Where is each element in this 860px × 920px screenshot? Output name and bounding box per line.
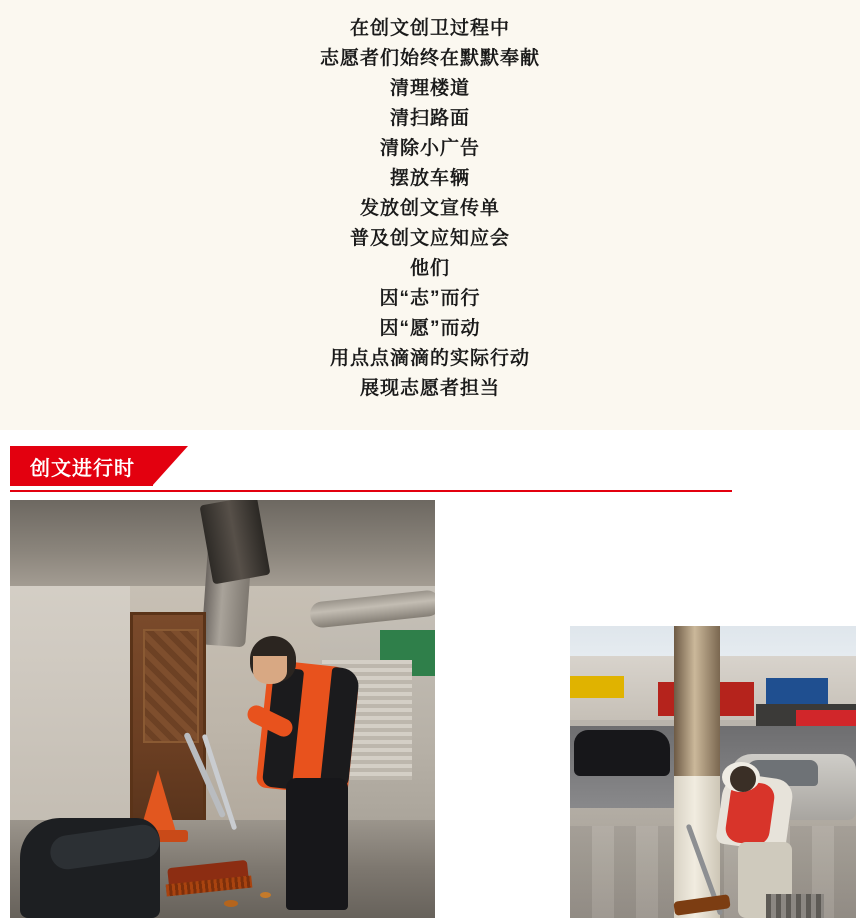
shop-sign-blue	[766, 678, 828, 704]
fallen-leaf	[260, 892, 271, 898]
poem-line: 清除小广告	[379, 138, 480, 159]
poem-line: 因“愿”而动	[379, 318, 481, 339]
poem-line: 清理楼道	[389, 78, 470, 99]
volunteer-legs	[286, 778, 348, 910]
fallen-leaf	[224, 900, 238, 907]
poem-line: 志愿者们始终在默默奉献	[319, 48, 540, 69]
volunteer-head	[730, 766, 756, 792]
poem-line: 清扫路面	[389, 108, 470, 129]
photo-gallery	[0, 500, 860, 920]
poem-block	[0, 0, 860, 430]
door-carved-panel	[143, 629, 199, 743]
street-drain-grate	[766, 894, 824, 918]
poem-line: 在创文创卫过程中	[349, 18, 510, 39]
volunteer-face	[253, 656, 287, 684]
photo-volunteer-sweeping-alley	[10, 500, 435, 918]
poem-line: 普及创文应知应会	[349, 228, 510, 249]
photo-volunteer-sweeping-street	[570, 626, 856, 918]
shop-sign-yellow	[570, 676, 624, 698]
section-divider-rule	[10, 490, 732, 492]
poem-line: 展现志愿者担当	[359, 378, 500, 399]
section-tag-label: 创文进行时	[10, 446, 153, 486]
parked-car-dark	[574, 730, 670, 776]
poem-line: 摆放车辆	[389, 168, 470, 189]
poem-line: 他们	[409, 258, 450, 279]
poem-line: 用点点滴滴的实际行动	[329, 348, 530, 369]
poem-line: 因“志”而行	[379, 288, 481, 309]
poem-line: 发放创文宣传单	[359, 198, 500, 219]
section-header	[0, 446, 860, 500]
section-tag-arrow	[152, 446, 188, 486]
